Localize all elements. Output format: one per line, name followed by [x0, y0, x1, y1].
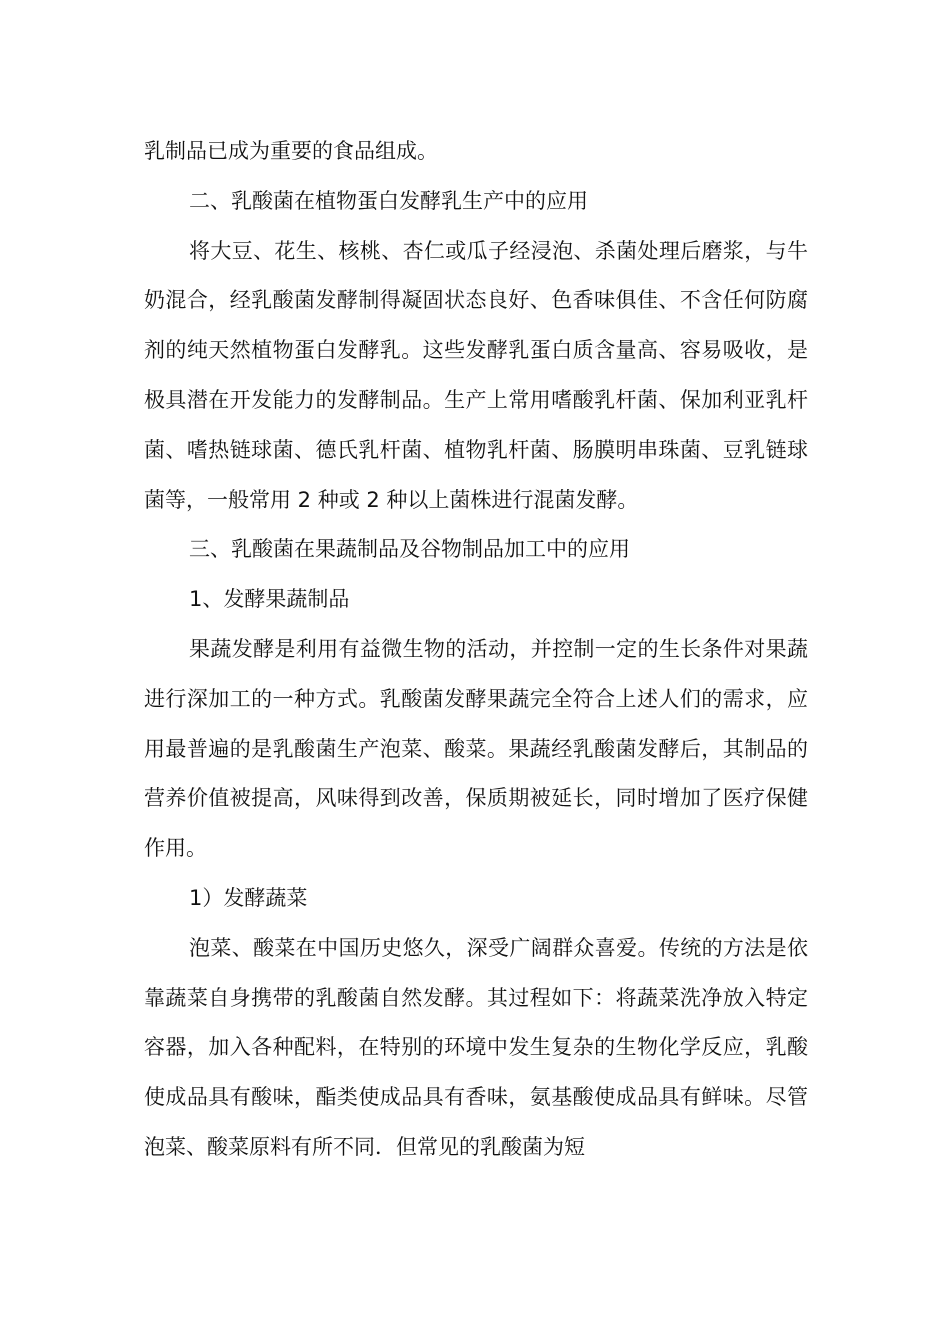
subsection-heading-1: 1、发酵果蔬制品: [189, 587, 350, 612]
paragraph-fruit-veg: 果蔬发酵是利用有益微生物的活动，并控制一定的生长条件对果蔬进行深加工的一种方式。乳酸菌发酵果蔬完全符合上述人们的需求，应用最普遍的是乳酸菌生产泡菜、酸菜。果蔬经乳酸菌发酵后，其制品的营养价值被提高，风味得到改善，保质期被延长，同时增加了医疗保健作用。: [144, 636, 808, 861]
paragraph-pickles: 泡菜、酸菜在中国历史悠久，深受广阔群众喜爱。传统的方法是依靠蔬菜自身携带的乳酸菌自然发酵。其过程如下：将蔬菜洗净放入特定容器，加入各种配料，在特别的环境中发生复杂的生物化学反应，乳酸使成品具有酸味，酯类使成品具有香味，氨基酸使成品具有鲜味。尽管泡菜、酸菜原料有所不同．但常见的乳酸菌为短: [144, 935, 808, 1159]
paragraph-plant-protein: 将大豆、花生、核桃、杏仁或瓜子经浸泡、杀菌处理后磨浆，与牛奶混合，经乳酸菌发酵制得凝固状态良好、色香味俱佳、不含任何防腐剂的纯天然植物蛋白发酵乳。这些发酵乳蛋白质含量高、容易吸收，是极具潜在开发能力的发酵制品。生产上常用嗜酸乳杆菌、保加利亚乳杆菌、嗜热链球菌、德氏乳杆菌、植物乳杆菌、肠膜明串珠菌、豆乳链球菌等，一般常用 2 种或 2 种以上菌株进行混菌发酵。: [144, 238, 808, 512]
paragraph-continuation: 乳制品已成为重要的食品组成。: [144, 139, 438, 163]
section-heading-2: 二、乳酸菌在植物蛋白发酵乳生产中的应用: [189, 188, 588, 213]
subsubsection-heading-1: 1）发酵蔬菜: [189, 885, 308, 910]
document-body: [144, 127, 808, 1173]
section-heading-3: 三、乳酸菌在果蔬制品及谷物制品加工中的应用: [189, 537, 630, 562]
